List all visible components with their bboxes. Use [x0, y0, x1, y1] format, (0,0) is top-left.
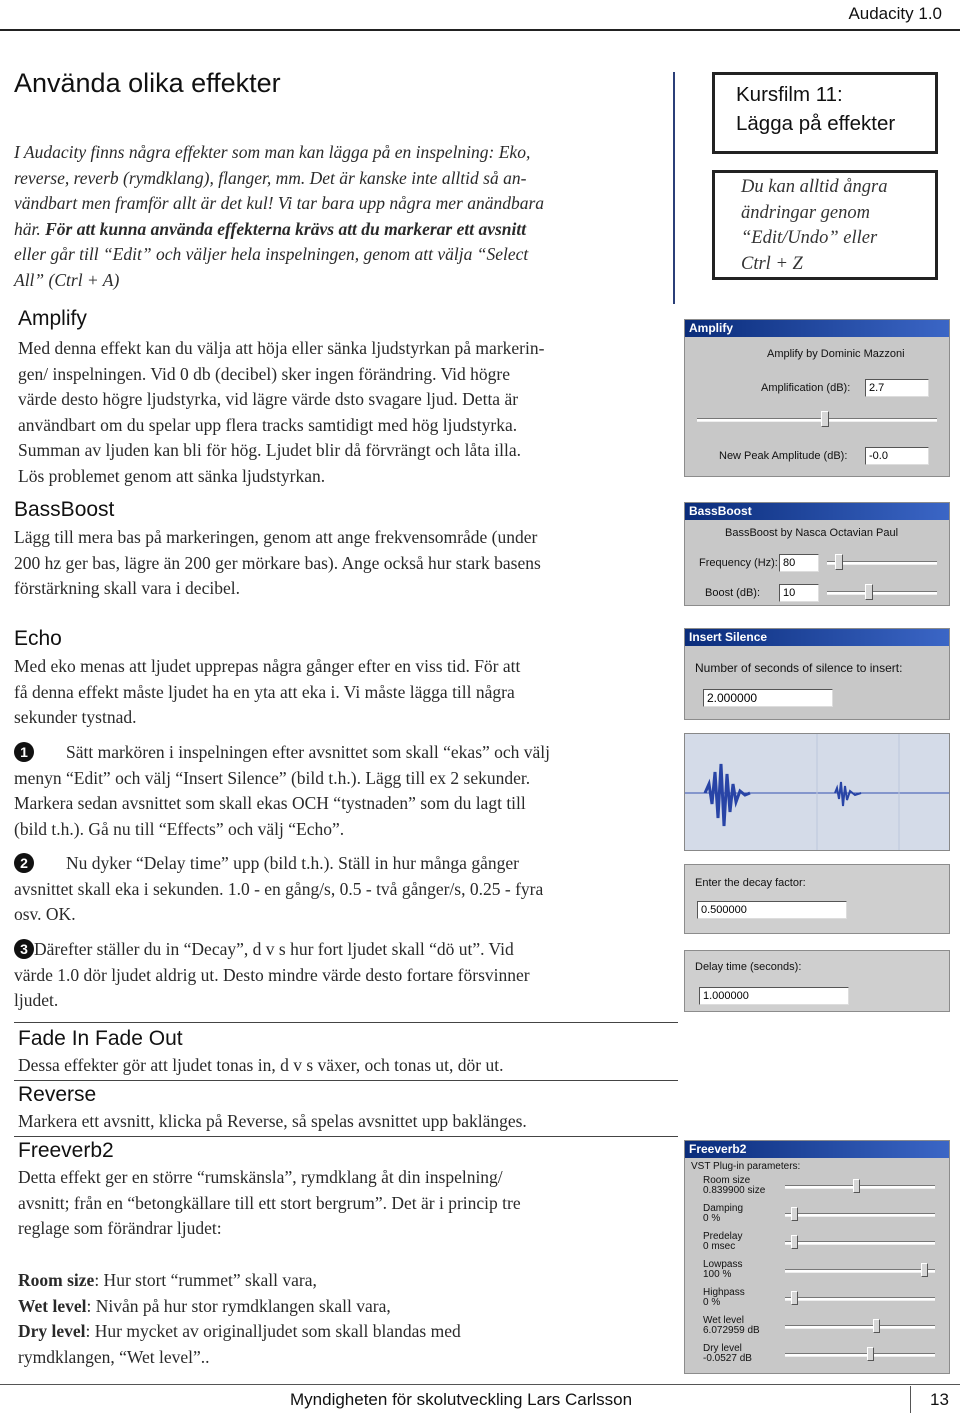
text-line: värde desto högre ljudstyrka, vid lägre värde dsto svagare ljud. Detta är — [18, 389, 519, 409]
amplification-slider[interactable] — [697, 418, 937, 422]
text-line: Med eko menas att ljudet upprepas några gånger efter en viss tid. För att — [14, 656, 521, 676]
boost-slider[interactable] — [827, 591, 937, 595]
intro-paragraph — [14, 140, 674, 293]
slider-thumb[interactable] — [835, 554, 843, 570]
intro-emphasis: För att kunna använda effekterna krävs att du markerar ett avsnitt — [45, 218, 527, 239]
section-rule — [14, 1136, 678, 1137]
param-slider[interactable] — [785, 1241, 935, 1245]
course-film-box — [712, 72, 938, 154]
slider-thumb[interactable] — [791, 1291, 798, 1305]
silence-seconds-input[interactable]: 2.000000 — [703, 689, 833, 707]
dialog-title: Amplify — [685, 320, 949, 337]
text-line: rymdklangen, “Wet level”.. — [18, 1346, 210, 1367]
tip-line: “Edit/Undo” eller — [741, 228, 878, 248]
param-name: Predelay — [703, 1231, 743, 1242]
param-slider[interactable] — [785, 1269, 935, 1273]
dialog-title: Insert Silence — [685, 629, 949, 646]
delay-time-input[interactable]: 1.000000 — [699, 987, 849, 1005]
param-name: Room size — [703, 1175, 751, 1186]
text-line: Lös problemet genom att sänka ljudstyrkan. — [18, 465, 326, 486]
param-value: 0.839900 size — [703, 1185, 766, 1196]
intro-line: eller går till “Edit” och väljer hela inspelningen, genom att välja “Select — [14, 244, 529, 264]
slider-thumb[interactable] — [921, 1263, 928, 1277]
text-line: värde 1.0 dör ljudet aldrig ut. Desto mindre värde desto fortare försvinner — [14, 964, 530, 985]
intro-line: reverse, reverb (rymdklang), flanger, mm. Det är kanske inte alltid så an- — [14, 167, 527, 188]
text-line: 2 Nu dyker “Delay time” upp (bild t.h.). Ställ in hur många gånger — [14, 851, 674, 877]
amplify-heading: Amplify — [18, 307, 87, 330]
freeverb-definitions — [18, 1268, 678, 1370]
param-slider[interactable] — [785, 1213, 935, 1217]
echo-step-2 — [14, 851, 674, 928]
param-name: Highpass — [703, 1287, 745, 1298]
text-line: användbart om du spelar upp flera tracks samtidigt med hög ljudstyrka. — [18, 414, 518, 435]
dialog-byline: BassBoost by Nasca Octavian Paul — [725, 527, 899, 539]
undo-tip-box — [712, 170, 938, 280]
peak-amplitude-label: New Peak Amplitude (dB): — [719, 450, 848, 462]
param-slider[interactable] — [785, 1297, 935, 1301]
echo-paragraph — [14, 654, 674, 731]
text-line: förstärkning skall vara i decibel. — [14, 578, 240, 598]
tip-line: ändringar genom — [741, 202, 870, 223]
text-line: Med denna effekt kan du välja att höja eller sänka ljudstyrkan på markerin- — [18, 338, 545, 358]
course-film-title: Lägga på effekter — [736, 112, 896, 135]
step-number-icon: 1 — [14, 742, 34, 762]
intro-line: I Audacity finns några effekter som man kan lägga på en inspelning: Eko, — [14, 142, 531, 162]
definition-wet-level: Wet level: Nivån på hur stor rymdklangen skall vara, — [18, 1295, 391, 1316]
text-line: gen/ inspelningen. Vid 0 db (decibel) sker ingen förändring. Vid högre — [18, 363, 510, 384]
bassboost-paragraph — [14, 525, 674, 602]
param-slider[interactable] — [785, 1325, 935, 1329]
param-name: Wet level — [703, 1315, 744, 1326]
dialog-title: BassBoost — [685, 503, 949, 520]
param-value: 100 % — [703, 1269, 732, 1280]
amplification-input[interactable]: 2.7 — [865, 379, 929, 397]
slider-thumb[interactable] — [865, 584, 873, 600]
freeverb-paragraph — [18, 1165, 678, 1242]
freeverb-dialog — [684, 1140, 950, 1374]
footer-credit: Myndigheten för skolutveckling Lars Carlsson — [290, 1390, 633, 1409]
peak-amplitude-input[interactable]: -0.0 — [865, 447, 929, 465]
sidebar-divider — [673, 72, 675, 304]
fade-heading: Fade In Fade Out — [18, 1027, 183, 1050]
amplify-paragraph — [18, 336, 668, 489]
footer-rule — [0, 1384, 960, 1385]
amplification-label: Amplification (dB): — [761, 382, 851, 394]
slider-thumb[interactable] — [821, 411, 829, 427]
tip-line: Ctrl + Z — [741, 253, 803, 274]
dialog-byline: Amplify by Dominic Mazzoni — [767, 348, 905, 360]
text-line: Summan av ljuden kan bli för hög. Ljudet blir då förvrängt och låta illa. — [18, 440, 521, 460]
waveform-svg — [685, 734, 950, 851]
param-name: Dry level — [703, 1343, 742, 1354]
intro-line: All” (Ctrl + A) — [14, 269, 120, 290]
param-name: Lowpass — [703, 1259, 743, 1270]
fade-text: Dessa effekter gör att ljudet tonas in, d v s växer, och tonas ut, dör ut. — [18, 1055, 504, 1075]
running-header: Audacity 1.0 — [848, 4, 942, 23]
param-value: -0.0527 dB — [703, 1353, 752, 1364]
frequency-label: Frequency (Hz): — [699, 557, 778, 569]
text-line: Lägg till mera bas på markeringen, genom att ange frekvensområde (under — [14, 527, 538, 547]
reverse-heading: Reverse — [18, 1083, 97, 1106]
section-rule — [14, 1080, 678, 1081]
decay-factor-label: Enter the decay factor: — [695, 877, 806, 889]
text-line: 3 Därefter ställer du in “Decay”, d v s hur fort ljudet skall “dö ut”. Vid — [14, 937, 674, 963]
slider-thumb[interactable] — [853, 1179, 860, 1193]
step-number-icon: 2 — [14, 853, 34, 873]
text-line: avsnittet skall eka i sekunden. 1.0 - en gång/s, 0.5 - två gånger/s, 0.25 - fyra — [14, 878, 544, 899]
param-value: 6.072959 dB — [703, 1325, 760, 1336]
freeverb-heading: Freeverb2 — [18, 1139, 114, 1162]
delay-time-label: Delay time (seconds): — [695, 961, 802, 973]
intro-line: vändbart men framför allt är det kul! Vi tar bara upp några mer anändbara — [14, 193, 545, 213]
frequency-input[interactable]: 80 — [779, 554, 819, 572]
slider-thumb[interactable] — [867, 1347, 874, 1361]
section-rule — [14, 1022, 678, 1023]
silence-seconds-label: Number of seconds of silence to insert: — [695, 661, 903, 675]
echo-step-1 — [14, 740, 674, 842]
header-rule — [0, 29, 960, 31]
slider-thumb[interactable] — [873, 1319, 880, 1333]
dialog-title: Freeverb2 — [685, 1141, 949, 1158]
step-number-icon: 3 — [14, 939, 34, 959]
page-number: 13 — [930, 1390, 949, 1409]
param-value: 0 % — [703, 1297, 721, 1308]
param-value: 0 msec — [703, 1241, 736, 1252]
param-slider[interactable] — [785, 1353, 935, 1357]
params-section-label: VST Plug-in parameters: — [691, 1161, 801, 1172]
page-number-divider — [910, 1386, 911, 1413]
decay-factor-dialog — [684, 864, 950, 934]
text-line: (bild t.h.). Gå nu till “Effects” och välj “Echo”. — [14, 818, 345, 839]
frequency-slider[interactable] — [827, 561, 937, 565]
text-line: avsnitt; från en “betongkällare till ett stort bergrum”. Det är i princip tre — [18, 1192, 521, 1213]
param-value: 0 % — [703, 1213, 721, 1224]
waveform-track[interactable] — [684, 733, 950, 851]
text-line: sekunder tystnad. — [14, 707, 137, 727]
amplify-dialog — [684, 319, 950, 477]
course-film-number: Kursfilm 11: — [736, 83, 843, 106]
text-line: Markera sedan avsnittet som skall ekas OCH “tystnaden” som du lagt till — [14, 793, 526, 813]
text-line: 1 Sätt markören i inspelningen efter avsnittet som skall “ekas” och välj — [14, 740, 674, 766]
reverse-text: Markera ett avsnitt, klicka på Reverse, så spelas avsnittet upp baklänges. — [18, 1111, 527, 1131]
text-line: ljudet. — [14, 990, 59, 1010]
slider-thumb[interactable] — [791, 1207, 798, 1221]
definition-room-size: Room size: Hur stort “rummet” skall vara, — [18, 1270, 317, 1290]
text-line: 200 hz ger bas, lägre än 200 ger mörkare bas). Ange också hur stark basens — [14, 552, 541, 573]
text-line: osv. OK. — [14, 904, 76, 924]
bassboost-heading: BassBoost — [14, 498, 115, 521]
insert-silence-dialog — [684, 628, 950, 720]
echo-step-3 — [14, 937, 674, 1014]
slider-thumb[interactable] — [791, 1235, 798, 1249]
echo-heading: Echo — [14, 627, 62, 650]
delay-time-dialog — [684, 950, 950, 1012]
param-name: Damping — [703, 1203, 744, 1214]
text-line: få denna effekt måste ljudet ha en yta att eka i. Vi måste lägga till några — [14, 681, 515, 702]
text-line: menyn “Edit” och välj “Insert Silence” (bild t.h.). Lägg till ex 2 sekunder. — [14, 767, 531, 788]
intro-line: här. För att kunna använda effekterna krävs att du markerar ett avsnitt — [14, 218, 527, 239]
text-line: Detta effekt ger en större “rumskänsla”, rymdklang åt din inspelning/ — [18, 1167, 503, 1187]
page-title: Använda olika effekter — [14, 68, 281, 98]
boost-label: Boost (dB): — [705, 587, 761, 599]
tip-line: Du kan alltid ångra — [741, 177, 888, 197]
text-line: reglage som förändrar ljudet: — [18, 1218, 222, 1238]
definition-dry-level: Dry level: Hur mycket av originalljudet som skall blandas med — [18, 1321, 461, 1341]
bassboost-dialog — [684, 502, 950, 606]
decay-factor-input[interactable]: 0.500000 — [697, 901, 847, 919]
boost-input[interactable]: 10 — [779, 584, 819, 602]
